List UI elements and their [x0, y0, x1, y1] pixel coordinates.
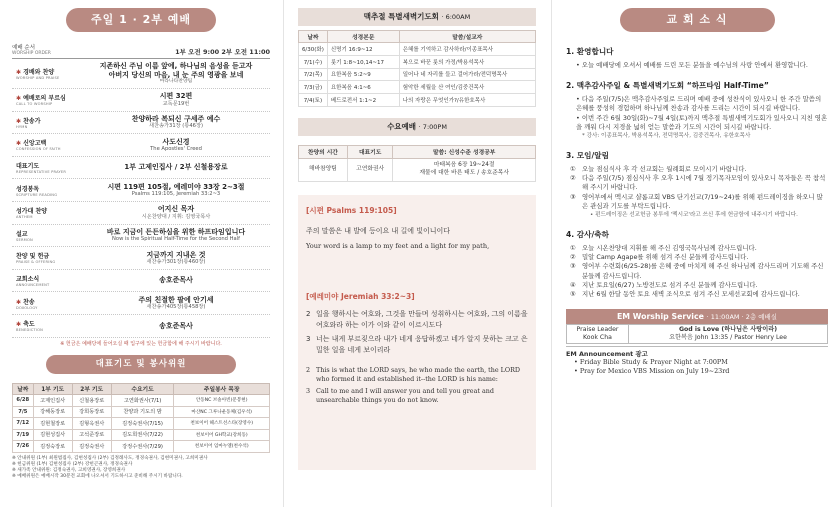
order-sub: 시온찬양대 / 지휘: 김영국목사: [141, 213, 211, 220]
offering-note: ※ 헌금은 예배당에 들어오실 때 입구에 있는 헌금함에 해 주시기 바랍니다.: [60, 340, 222, 347]
order-label-ko: [16, 161, 82, 170]
wed-prayer: 고연화권사: [347, 158, 393, 181]
dawn-cell: 요한복음 5:2~9: [327, 68, 399, 81]
worship-order-item: [12, 270, 270, 293]
order-label: [12, 93, 82, 106]
verse1-korean: 주의 말씀은 내 발에 등이요 내 길에 빛이니이다: [306, 226, 451, 235]
worship-order-item: [12, 225, 270, 248]
order-main: 시편 119편 105절, 예레미야 33장 2~3절: [107, 182, 245, 191]
verse-number: 3: [306, 386, 311, 395]
wed-col-header: 말씀: 신성수준 성경공부: [393, 145, 536, 158]
news-title: 교 회 소 식: [620, 8, 775, 32]
table-row: [299, 43, 536, 56]
prayer-cell: 7/12: [13, 418, 34, 430]
thanks-list: [566, 244, 828, 299]
star-icon: ✱: [16, 321, 24, 329]
worship-order-item: [12, 292, 270, 315]
table-row: [299, 55, 536, 68]
halftime-list: [566, 95, 828, 132]
order-label: [12, 251, 82, 264]
order-label: [12, 116, 82, 129]
item-number: ①: [570, 244, 576, 253]
table-row: [13, 418, 270, 430]
order-content: [82, 276, 270, 284]
order-label-ko: [16, 251, 82, 260]
worship-order-item: [12, 89, 270, 112]
order-main: 어지신 목자: [157, 205, 195, 214]
order-label-ko: [16, 206, 82, 215]
dawn-cell: 은혜를 기억하고 감사하라/이종표목사: [399, 43, 535, 56]
verse-text: Call to me and I will answer you and tell you great and unsearchable things you do not know.: [316, 386, 495, 404]
order-main: 지존하신 주님 이름 앞에, 하나님의 음성을 듣고자: [99, 62, 253, 71]
dawn-cell: 베드로전서 1:1~2: [327, 94, 399, 107]
order-label-en: HYMN: [16, 124, 28, 129]
table-row: [13, 395, 270, 407]
list-item: • Friday Bible Study & Prayer Night at 7:00PM: [566, 358, 828, 367]
panel-divider-right: [551, 0, 552, 507]
dawn-prayer-title: 맥추절 특별새벽기도회: [363, 12, 439, 21]
wed-praise: 해바참양팀: [299, 158, 348, 181]
verse1-english: Your word is a lamp to my feet and a light for my path,: [306, 241, 490, 250]
order-label-text: 찬송가: [23, 117, 41, 125]
list-item: [570, 281, 828, 290]
prayer-cell: 마산NC 그루나운동체(김우석): [174, 406, 270, 418]
wed-passage: 마태복음 6장 19~24절: [433, 162, 495, 169]
order-label-text: 대표기도: [16, 163, 40, 171]
list-item: [570, 244, 828, 253]
worship-order-item: [12, 202, 270, 225]
item-text: 영어부에서 멕시코 샬롬교회 VBS 단기선교(7/19~24)를 위해 펀드레이징을 하오니 많은 관심과 기도를 부탁드립니다.: [582, 192, 823, 210]
order-label: [12, 206, 82, 219]
prayer-cell: 강해동장로: [33, 406, 72, 418]
order-label: [12, 67, 82, 80]
prayer-cell: 고석준장로: [72, 429, 111, 441]
order-content: [82, 115, 270, 130]
order-label-en: ANTHEM: [16, 215, 33, 220]
dawn-prayer-table: [298, 30, 536, 107]
order-label-en: DOXOLOGY: [16, 305, 38, 310]
list-item: [570, 174, 828, 192]
verse-number: 2: [306, 309, 311, 318]
dawn-cell: 일어나 네 자리를 들고 걸어가라/전덕명목사: [399, 68, 535, 81]
table-row: [299, 94, 536, 107]
list-item: [570, 165, 828, 174]
order-main: 사도신경: [162, 137, 190, 146]
order-label-ko: [16, 184, 82, 193]
verse-number: 2: [306, 365, 311, 374]
order-content: [82, 138, 270, 153]
dawn-cell: 7/4(토): [299, 94, 328, 107]
order-sub: The Apostles' Creed: [150, 145, 202, 152]
order-label-en: REPRESENTATIVE PRAYER: [16, 170, 67, 175]
verse2-title: [예레미야 Jeremiah 33:2~3]: [306, 291, 415, 301]
star-icon: ✱: [16, 95, 24, 103]
worship-panel: [12, 0, 270, 507]
order-main: 주의 친절한 팔에 안기세: [138, 295, 214, 304]
welcome-text: • 오늘 예배당에 오셔서 예배를 드린 모든 분들을 예수님의 사랑 안에서 환영합니다.: [576, 61, 808, 69]
item-text: 오늘 점심식사 후 각 선교회는 월례회로 모이시기 바랍니다.: [582, 165, 747, 174]
list-item: [570, 193, 828, 211]
order-label: [12, 229, 82, 242]
wednesday-title: 수요예배: [387, 121, 417, 131]
em-leader-label: Praise Leader: [576, 326, 619, 334]
welcome-heading: 1. 환영합니다: [566, 47, 614, 56]
order-label-ko: [16, 67, 82, 76]
prayer-title: 대표기도 및 봉사위원: [46, 355, 236, 374]
verse-line: [306, 334, 530, 357]
order-label-en: CONFESSION OF FAITH: [16, 147, 61, 152]
verse2-english: [306, 366, 530, 405]
halftime-heading: 2. 맥추감사주일 & 특별새벽기도회 “하프타임 Half-Time”: [566, 81, 769, 91]
em-header: [566, 309, 828, 324]
order-label-text: 성경봉독: [16, 185, 40, 193]
prayer-cell: 신철용장로: [72, 395, 111, 407]
order-sub: 새찬송가301장(통460장): [146, 258, 206, 265]
prayer-cell: 김현성집사: [33, 429, 72, 441]
order-content: [82, 228, 270, 243]
order-label-ko: [16, 93, 82, 102]
thanks-heading: 4. 감사/축하: [566, 230, 609, 240]
prayer-col-header: 2부 기도: [72, 383, 111, 395]
order-label-ko: [16, 297, 82, 306]
em-leader-cell: [567, 325, 629, 344]
wed-topic: 재물에 대한 바른 태도 / 송호준목사: [419, 169, 510, 176]
order-sub: Psalms 119:105, Jeremiah 33:2~3: [131, 191, 221, 198]
em-announcements: [566, 346, 828, 376]
order-main: 송호준목사: [159, 276, 193, 285]
item-text: 밀알 Camp Agape를 위해 섬겨 주신 분들께 감사드립니다.: [582, 253, 749, 262]
prayer-cell: 김정숙장로: [33, 441, 72, 453]
order-main: 시편 32편: [159, 92, 193, 101]
order-label: [12, 297, 82, 310]
item-number: ②: [570, 253, 576, 262]
prayer-col-header: 주일봉사 목장: [174, 383, 270, 395]
order-main: 지금까지 지내온 것: [146, 250, 206, 259]
star-icon: ✱: [16, 140, 24, 148]
prayer-panel: [298, 0, 536, 507]
verse-line: [306, 366, 530, 384]
em-table: [566, 324, 828, 344]
order-content: [82, 183, 270, 198]
order-label-text: 교회소식: [16, 276, 40, 284]
news-panel: [566, 0, 828, 507]
order-label-en: SCRIPTURE READING: [16, 192, 58, 197]
em-time: · 11:00AM · 2층 예배실: [706, 313, 778, 322]
worship-order-item: [12, 247, 270, 270]
dawn-col-header: 날짜: [299, 31, 328, 43]
order-sub: Now is the Spiritual Half-Time for the Second Half: [112, 236, 240, 243]
prayer-cell: 천보이어 헤스트선스타(장영수): [174, 418, 270, 430]
verse-text: This is what the LORD says, he who made the earth, the LORD who formed it and established it--the LORD is his name:: [316, 365, 521, 383]
em-sermon-cell: [629, 325, 828, 344]
dawn-col-header: 성경본문: [327, 31, 399, 43]
order-header: [12, 43, 270, 56]
verse-line: [306, 309, 530, 332]
dawn-prayer-time: · 6:00AM: [441, 13, 471, 21]
order-main: 송호준목사: [159, 321, 193, 330]
verse-line: [306, 387, 530, 405]
verse-text: 일을 행하시는 여호와, 그것을 만들며 성취하시는 여호와, 그의 이름을 여호와라 하는 이가 이와 같이 이르시도다: [316, 309, 528, 330]
em-ann-list: [566, 358, 828, 376]
order-label-en: WORSHIP AND PRAISE: [16, 76, 60, 80]
dawn-cell: 6/30(화): [299, 43, 328, 56]
prayer-cell: 7/26: [13, 441, 34, 453]
scripture-box: [298, 195, 536, 470]
prayer-cell: 천보이어 임마누엘(천수석): [174, 441, 270, 453]
em-sermon-title: God is Love (하나님은 사랑이라): [678, 326, 778, 334]
item-text: 다음 주일(7/5) 점심식사 후 오후 1시에 7월 정기목자모임이 있사오니 목자들은 꼭 참석해 주시기 바랍니다.: [582, 174, 826, 192]
star-icon: ✱: [16, 298, 24, 306]
dawn-prayer-header: [298, 8, 536, 26]
prayer-cell: 7/5: [13, 406, 34, 418]
prayer-cell: 찬양과 기도의 밤: [111, 406, 174, 418]
item-number: ⑤: [570, 290, 576, 299]
dawn-cell: 복으로 바꾼 룻의 가정/박용석목사: [399, 55, 535, 68]
verse1-title: [시편 Psalms 119:105]: [306, 205, 397, 215]
order-label-ko: [16, 319, 82, 328]
em-leader-name: Kook Cha: [583, 334, 612, 342]
worship-order-list: [12, 58, 270, 338]
table-row: [13, 429, 270, 441]
wed-sermon: [393, 158, 536, 181]
wednesday-row: [299, 158, 536, 181]
table-row: [13, 441, 270, 453]
prayer-cell: 강정수권사(7/29): [111, 441, 174, 453]
prayer-cell: 김형옥권사: [72, 418, 111, 430]
order-main: 1부 고제인집사 / 2부 신철용장로: [124, 163, 228, 172]
order-label-ko: [16, 138, 82, 147]
dawn-cell: 룻기 1:8~10,14~17: [327, 55, 399, 68]
news-section-welcome: [566, 46, 828, 70]
order-label: [12, 161, 82, 174]
order-label-text: 축도: [23, 321, 35, 329]
prayer-cell: 고제인집사: [33, 395, 72, 407]
item-number: ③: [570, 262, 576, 271]
worship-order-item: [12, 157, 270, 180]
prayer-col-header: 수요기도: [111, 383, 174, 395]
order-sub: 마라나타찬양팀: [159, 78, 193, 84]
worship-order-item: [12, 134, 270, 157]
fundraising-note: • 펀드레이징은 선교헌금 봉투에 '멕시코'라고 쓰신 후에 헌금함에 내주시기 바랍니다.: [590, 212, 798, 219]
prayer-cell: 김도희권사(7/22): [111, 429, 174, 441]
wed-col-header: 대표기도: [347, 145, 393, 158]
order-label-text: 경배와 찬양: [23, 69, 55, 76]
list-item: • 이번 주간 6월 30일(화)~7월 4일(토)까지 맥추절 특별새벽기도회가 있사오니 지친 영혼을 깨워 다시 지경을 넓히 얻는 말씀과 기도의 시간이 되시길 바랍니다.: [576, 114, 828, 132]
wednesday-table: [298, 145, 536, 182]
order-label-en: CALL TO WORSHIP: [16, 102, 53, 107]
prayer-col-header: 1부 기도: [33, 383, 72, 395]
worship-order-item: [12, 59, 270, 89]
dawn-cell: 험악한 세월을 산 여인/김중건목사: [399, 81, 535, 94]
prayer-cell: 천보이어 GH학교(강희동): [174, 429, 270, 441]
dawn-cell: 신명기 16:9~12: [327, 43, 399, 56]
item-number: ②: [570, 174, 576, 183]
item-number: ③: [570, 192, 576, 201]
item-text: 오늘 시온찬양대 지휘를 해 주신 김영국목사님께 감사드립니다.: [582, 244, 757, 253]
item-number: ①: [570, 165, 576, 174]
prayer-cell: 고연화권사(7/1): [111, 395, 174, 407]
prayer-col-header: 날짜: [13, 383, 34, 395]
news-section-halftime: [566, 80, 828, 140]
order-label-en: ANNOUNCEMENT: [16, 283, 50, 288]
item-text: 지난 토요일(6/27) 노방전도로 섬겨 주신 분들께 감사드립니다.: [582, 280, 758, 289]
item-text: 지난 6월 한달 동안 토요 새벽 조식으로 섬겨 주신 모세선교회에 감사드립니다.: [582, 290, 800, 299]
order-label: [12, 274, 82, 287]
em-ann-title: EM Announcement 광고: [566, 350, 648, 359]
prayer-cell: 강희동장로: [72, 406, 111, 418]
dawn-cell: 7/3(금): [299, 81, 328, 94]
prayer-cell: 7/19: [13, 429, 34, 441]
table-row: [299, 68, 536, 81]
worship-order-item: [12, 112, 270, 135]
em-sermon-ref: 요한복음 John 13:35 / Pastor Henry Lee: [669, 334, 787, 342]
order-label-en: PRAISE & OFFERING: [16, 260, 56, 265]
list-item: • Pray for Mexico VBS Mission on July 19~23rd: [566, 367, 828, 376]
table-row: [13, 406, 270, 418]
dawn-cell: 7/1(수): [299, 55, 328, 68]
news-section-meetings: [566, 150, 828, 219]
star-icon: ✱: [16, 69, 24, 76]
list-item: • 다음 주일(7/5)은 맥추감사주일로 드리며 예배 중에 성찬식이 있사오니 한 주간 말씀의 은혜를 풍성히 경험하며 하나님께 찬송과 감사를 드리는 시간이 되시길 바랍니다.: [576, 95, 828, 113]
order-label-text: 찬송: [23, 298, 35, 306]
dawn-cell: 나의 자랑은 무엇인가?/유한호목사: [399, 94, 535, 107]
volunteer-note: ※ 안내위원 (1부) 최원범집사, 김현성집사 (2부) 김정례사도, 정경숙권사, 김현미권사, 고희미권사: [12, 455, 208, 461]
order-label-en: BENEDICTION: [16, 328, 44, 333]
item-text: 영어부 수련회(6/25-28)를 은혜 중에 마치게 해 주신 하나님께 감사드리며 기도해 주신 분들께 감사드립니다.: [582, 262, 824, 280]
order-label: [12, 184, 82, 197]
meetings-list: [566, 165, 828, 211]
prayer-cell: 김정숙권사(7/15): [111, 418, 174, 430]
verse-number: 3: [306, 334, 311, 343]
list-item: [570, 290, 828, 299]
wednesday-time: · 7:00PM: [418, 122, 447, 131]
news-body: [566, 46, 828, 299]
dawn-cell: 7/2(목): [299, 68, 328, 81]
panel-divider-left: [283, 0, 284, 507]
order-content: [82, 163, 270, 171]
service-times: 1부 오전 9:00 2부 오전 11:00: [175, 48, 270, 56]
order-label-ko: [16, 229, 82, 238]
order-label-en: SERMON: [16, 237, 33, 242]
order-content: [82, 92, 270, 107]
order-content: [82, 205, 270, 220]
wednesday-header: [298, 118, 536, 136]
worship-order-item: [12, 179, 270, 202]
order-label-text: 설교: [16, 230, 28, 238]
volunteer-notes: [12, 456, 270, 481]
volunteer-note: ※ 예배위원은 예배시작 30분전 교회에 나오셔서 기도하시고 준비해 주시기 바랍니다.: [12, 474, 183, 480]
dawn-col-header: 말씀/설교자: [399, 31, 535, 43]
table-row: [299, 81, 536, 94]
order-label-text: 신앙고백: [23, 140, 47, 148]
verse2-korean: [306, 309, 530, 357]
order-label-text: 예배로의 부르심: [23, 95, 66, 103]
order-label-text: 성가대 찬양: [16, 208, 48, 216]
prayer-table: [12, 383, 270, 453]
list-item: [570, 262, 828, 280]
order-content: [82, 296, 270, 311]
order-label-text: 찬양 및 헌금: [16, 253, 50, 261]
order-main: 바로 지금이 든든하심을 위한 하프타임입니다: [106, 227, 246, 236]
prayer-cell: 김정숙권사: [72, 441, 111, 453]
order-label: [12, 319, 82, 332]
order-main: 찬양하라 복되신 구세주 예수: [131, 114, 221, 123]
wed-col-header: 찬양의 시간: [299, 145, 348, 158]
em-title: EM Worship Service: [616, 312, 704, 322]
dawn-cell: 요한복음 4:1~6: [327, 81, 399, 94]
worship-title: 주일 1 · 2부 예배: [66, 8, 216, 32]
order-content: [82, 322, 270, 330]
meetings-heading: 3. 모임/알림: [566, 151, 609, 161]
order-sub: 새찬송가405장(통458장): [146, 304, 206, 311]
order-main-line2: 아버지 당신의 마음, 내 눈 주의 영광을 보네: [108, 70, 244, 79]
volunteer-note: ※ 헌금위원 (1부) 김현성집사 (2부) 강헌곤권사, 정경숙권사: [12, 461, 133, 467]
order-label-ko: [16, 116, 82, 125]
item-number: ④: [570, 280, 576, 289]
order-label-ko: [16, 274, 82, 283]
order-content: [82, 251, 270, 266]
prayer-cell: 안동NC 브솔아빈(문봉현): [174, 395, 270, 407]
order-heading-en: WORSHIP ORDER: [12, 51, 51, 56]
news-section-thanks: [566, 229, 828, 299]
order-sub: 교독문19번: [162, 100, 190, 107]
worship-order-item: [12, 315, 270, 338]
star-icon: ✱: [16, 117, 24, 125]
order-label: [12, 138, 82, 151]
order-heading: 예배 순서: [12, 45, 36, 51]
prayer-cell: 김현철장로: [33, 418, 72, 430]
order-content: [82, 62, 270, 85]
order-sub: 새찬송가31장 (통46장): [149, 123, 203, 130]
volunteer-note: ※ 새가족 안내위원: 김정숙권사, 고희영권사, 장영희권사: [12, 468, 126, 474]
halftime-speakers: * 강사: 이종표목사, 박용석목사, 전덕명목사, 김중건목사, 유한호목사: [582, 133, 751, 140]
verse-text: 너는 내게 부르짖으라 내가 네게 응답하겠고 네가 알지 못하는 크고 은밀한 일을 네게 보이리라: [316, 334, 528, 355]
prayer-cell: 6/28: [13, 395, 34, 407]
